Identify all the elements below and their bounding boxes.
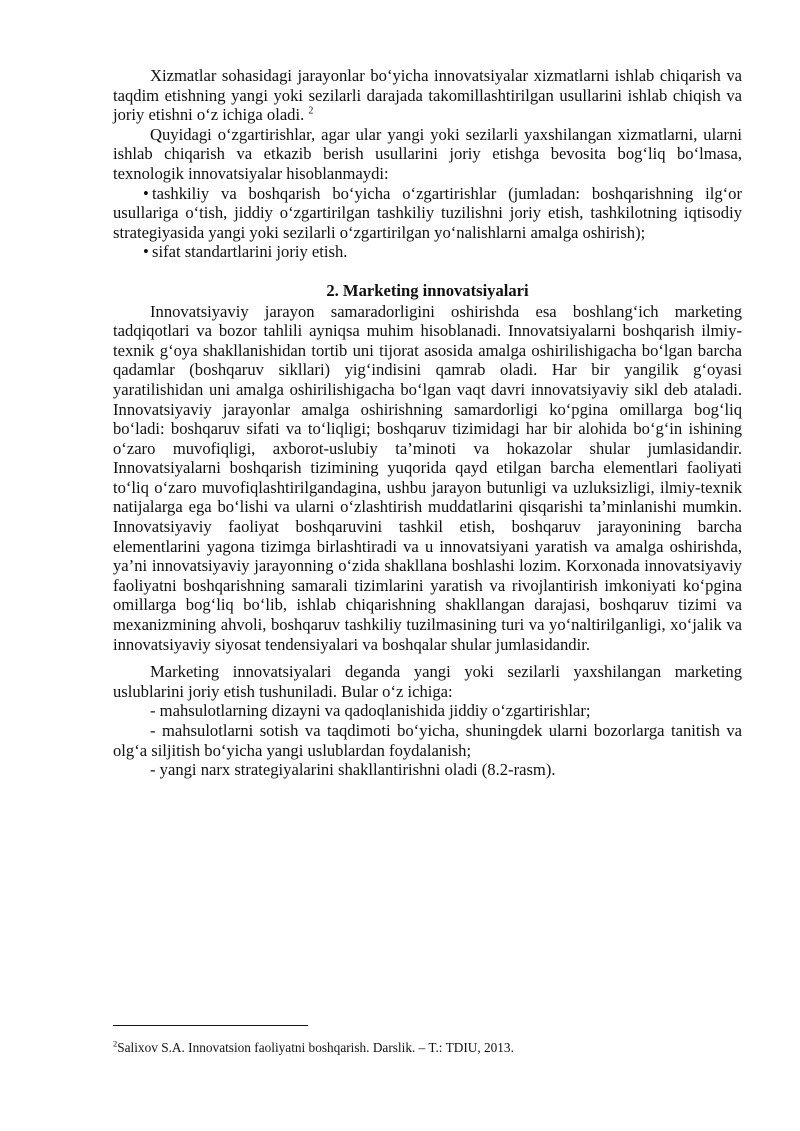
bullet-marker: •	[143, 242, 149, 262]
bullet-item-organizational	[113, 184, 742, 243]
paragraph-innovation-process: Innovatsiyaviy jarayon samaradorligini oshirishda esa boshlang‘ich marketing tadqiqotlari va bozor tahlili ayniqsa muhim hisoblanadi. Innovatsiyalarni boshqarish ilmiy-texnik g‘oya shakllanishidan tortib uni tijorat asosida amalga oshirilishigacha bo‘lgan barcha qadamlar (boshqaruv sikllari) yig‘indisini qamrab oladi. Har bir yangilik g‘oyasi yaratilishidan uni amalga oshirilishigacha bo‘lgan vaqt davri innovatsiyaviy sikl deb ataladi. Innovatsiyaviy jarayonlar amalga oshirishning samardorligi ko‘pgina omillarga bog‘liq bo‘ladi: boshqaruv sifati va to‘liqligi; boshqaruv tizimidagi har bir alohida bo‘g‘in ishining o‘zaro muvofiqligi, axborot-uslubiy ta’minoti va hokazolar shular jumlasidandir. Innovatsiyalarni boshqarish tizimining yuqorida qayd etilgan barcha elementlari faoliyati to‘liq o‘zaro muvofiqlashtirilgandagina, ushbu jarayon butunligi va uzluksizligi, ilmiy-texnik natijalarga ega bo‘lishi va ularni o‘zlashtirish muddatlarini qisqarishi ta’minlanishi mumkin. Innovatsiyaviy faoliyat boshqaruvini tashkil etish, boshqaruv jarayonining barcha elementlarini yagona tizimga birlashtiradi va u innovatsiyani yaratish va amalga oshirishda, ya’ni innovatsiyaviy jarayonning o‘zida shakllana boshlashi lozim. Korxonada innovatsiyaviy faoliyatni boshqarishning samarali tizimlarini yaratish va rivojlantirish imkoniyati ko‘pgina omillarga bog‘liq bo‘lib, ishlab chiqarishning shakllangan darajasi, boshqaruv tizimi va mexanizmining ahvoli, boshqaruv tashkiliy tuzilmasining turi va yo‘naltirilganligi, xo‘jalik va innovatsiyaviy siyosat tendensiyalari va boshqalar shular jumlasidandir.	[113, 301, 742, 654]
paragraph-not-technological: Quyidagi o‘zgartirishlar, agar ular yangi yoki sezilarli yaxshilangan xizmatlarni, ularni ishlab chiqarish va etkazib berish usullarini joriy etishga bevosita bog‘liq bo‘lmasa, texnologik innovatsiyalar hisoblanmaydi:	[113, 124, 742, 183]
dash-item-pricing: - yangi narx strategiyalarini shakllantirishni oladi (8.2-rasm).	[150, 760, 556, 780]
section-heading: 2. Marketing innovatsiyalari	[326, 280, 529, 300]
footnote-text: Salixov S.A. Innovatsion faoliyatni boshqarish. Darslik. – T.: TDIU, 2013.	[117, 1040, 514, 1055]
footnote-reference[interactable]: 2	[308, 105, 314, 117]
dash-item-design: - mahsulotlarning dizayni va qadoqlanishida jiddiy o‘zgartirishlar;	[150, 701, 591, 721]
footnote-divider	[113, 1025, 308, 1026]
bullet-marker: •	[143, 183, 149, 203]
bullet-text: sifat standartlarini joriy etish.	[152, 242, 348, 262]
body-text	[113, 66, 742, 780]
footnote-marker: 2	[113, 1038, 118, 1049]
bullet-text: tashkiliy va boshqarish bo‘yicha o‘zgartirishlar (jumladan: boshqarishning ilg‘or usullariga o‘tish, jiddiy o‘zgartirilgan tashkiliy tuzilishni joriy etish, tashkilotning iqtisodiy strategiyasida yangi yoki sezilarli o‘zgartirilgan yo‘nalishlarni amalga oshirish);	[113, 183, 742, 242]
paragraph-marketing-definition: Marketing innovatsiyalari deganda yangi yoki sezilarli yaxshilangan marketing uslublarini joriy etish tushuniladi. Bular o‘z ichiga:	[113, 662, 742, 701]
paragraph-text: Xizmatlar sohasidagi jarayonlar bo‘yicha innovatsiyalar xizmatlarni ishlab chiqarish va taqdim etishning yangi yoki sezilarli darajada takomillashtirilgan usullarini ishlab chiqish va joriy etishni o‘z ichiga oladi.	[113, 66, 742, 125]
bullet-item-quality-standards	[113, 242, 742, 262]
paragraph-services-innovation	[113, 66, 742, 125]
paragraph-spacing	[113, 654, 742, 662]
footnote	[113, 1040, 742, 1056]
dash-item-sales-methods: - mahsulotlarni sotish va taqdimoti bo‘yicha, shuningdek ularni bozorlarga tanitish va olg‘a siljitish bo‘yicha yangi uslublardan foydalanish;	[113, 721, 742, 760]
